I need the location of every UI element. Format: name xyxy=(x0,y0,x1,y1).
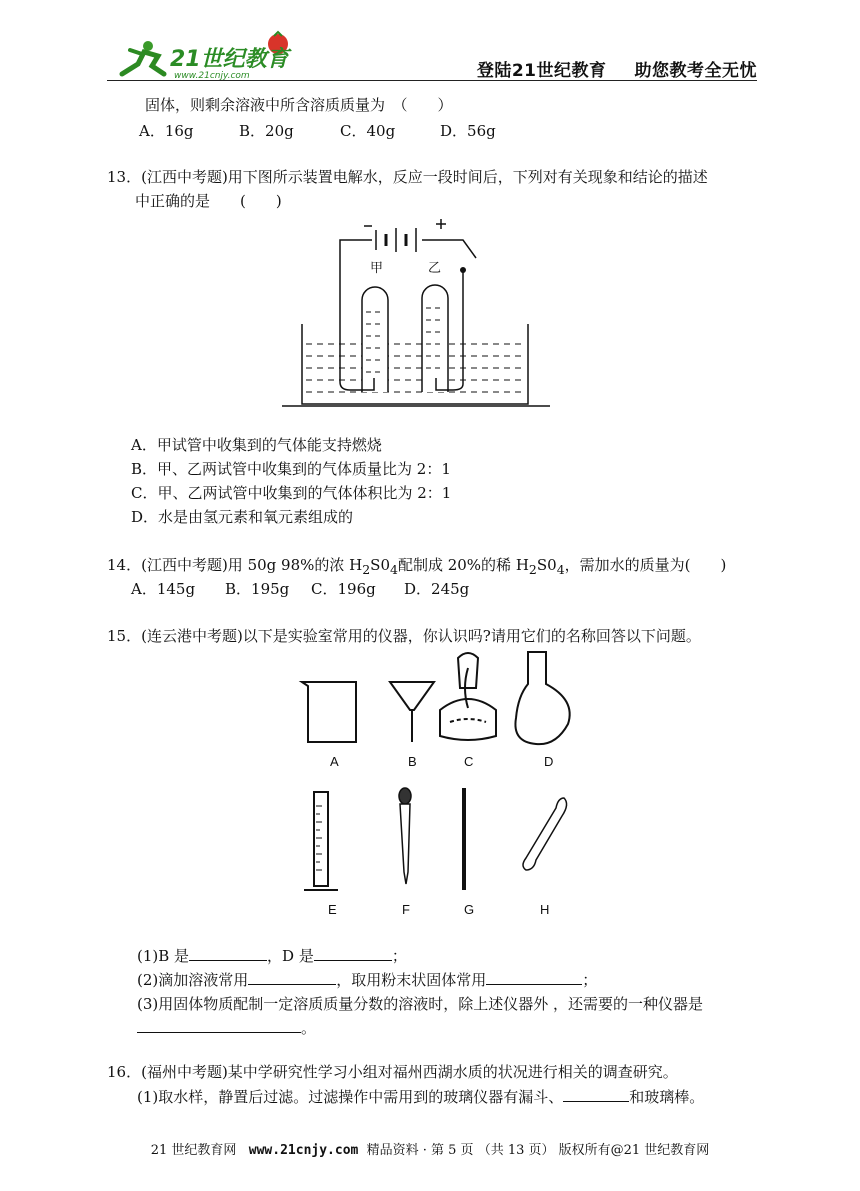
test-tube-jia xyxy=(362,287,388,392)
q12-options xyxy=(139,120,496,141)
q15-blank-dropping[interactable] xyxy=(248,970,336,985)
q14-option-c: C．196g xyxy=(311,580,376,598)
q15-sub1-text-a: (1)B 是 xyxy=(137,947,190,965)
instrument-label-d: D xyxy=(544,754,554,769)
q12-line: 固体，则剩余溶液中所含溶质质量为 （ ） xyxy=(145,96,453,114)
q14-text-c: 配制成 20%的稀 H xyxy=(397,556,529,574)
q15-sub2 xyxy=(137,969,597,990)
q14-sub-c: 2 xyxy=(528,562,537,577)
header-slogan xyxy=(0,56,757,81)
header-divider xyxy=(107,80,757,81)
q15-blank-d[interactable] xyxy=(314,946,392,961)
q15-blank-extra-instrument[interactable] xyxy=(137,1018,301,1033)
q15-sub2-text-b: ，取用粉末状固体常用 xyxy=(336,971,487,989)
q15-sub2-text-c: ； xyxy=(582,971,598,989)
q13-option-b: B．甲、乙两试管中收集到的气体质量比为 2：1 xyxy=(131,460,451,478)
q13-option-a: A．甲试管中收集到的气体能支持燃烧 xyxy=(131,436,382,454)
q14-option-b: B．195g xyxy=(225,580,290,598)
q15-sub3-line1: (3)用固体物质配制一定溶质质量分数的溶液时，除上述仪器外 ，还需要的一种仪器是 xyxy=(137,995,704,1013)
instrument-label-h: H xyxy=(540,902,550,917)
instrument-label-b: B xyxy=(408,754,417,769)
q13-option-c: C．甲、乙两试管中收集到的气体体积比为 2：1 xyxy=(131,484,452,502)
instruments-figure xyxy=(290,648,590,923)
q15-sub3-line2 xyxy=(137,1017,316,1038)
instrument-label-e: E xyxy=(328,902,337,917)
q12-option-b: B．20g xyxy=(239,122,294,140)
dropper-icon xyxy=(399,788,411,884)
instrument-label-g: G xyxy=(464,902,475,917)
q14-sub-b: 4 xyxy=(390,562,398,577)
electrolysis-diagram xyxy=(280,212,560,412)
logo-text: 21世纪教育 xyxy=(170,47,289,72)
q12-option-d: D．56g xyxy=(440,122,496,140)
instrument-label-a: A xyxy=(330,754,339,769)
beaker-icon xyxy=(302,682,356,742)
footer-rest: 精品资料 · 第 5 页 （共 13 页） 版权所有@21 世纪教育网 xyxy=(366,1143,710,1158)
instrument-label-c: C xyxy=(464,754,474,769)
q16-sub1-text-b: 和玻璃棒。 xyxy=(629,1088,705,1106)
q16-sub1-text-a: (1)取水样，静置后过滤。过滤操作中需用到的玻璃仪器有漏斗、 xyxy=(137,1088,564,1106)
q12-option-a: A．16g xyxy=(139,122,194,140)
instrument-label-f: F xyxy=(402,902,410,917)
label-jia: 甲 xyxy=(370,261,384,276)
q15-sub1-text-b: ，D 是 xyxy=(267,947,314,965)
q14-option-a: A．145g xyxy=(131,580,196,598)
q15-blank-b[interactable] xyxy=(189,946,267,961)
q13-stem-line2: 中正确的是 ( ) xyxy=(135,192,282,210)
q13-option-d: D．水是由氢元素和氧元素组成的 xyxy=(131,508,354,526)
slogan-login: 登陆21世纪教育 xyxy=(476,61,607,81)
q13-stem-line1: 13．(江西中考题)用下图所示装置电解水，反应一段时间后，下列对有关现象和结论的描述 xyxy=(107,168,708,186)
battery-icon xyxy=(376,228,416,252)
q15-sub1 xyxy=(137,945,407,966)
flask-icon xyxy=(515,652,569,744)
slogan-promise: 助您教考全无忧 xyxy=(634,61,757,81)
q14-options xyxy=(131,578,469,599)
q15-blank-powder[interactable] xyxy=(486,970,582,985)
q16-blank-glassware[interactable] xyxy=(563,1087,629,1102)
q15-stem: 15．(连云港中考题)以下是实验室常用的仪器，你认识吗?请用它们的名称回答以下问题。 xyxy=(107,627,701,645)
glass-rod-icon xyxy=(462,788,466,890)
q15-sub1-text-c: ； xyxy=(391,947,407,965)
medicine-spoon-icon xyxy=(523,798,567,870)
q14-text-a: (江西中考题)用 50g 98%的浓 H xyxy=(141,556,363,574)
q15-sub2-text-a: (2)滴加溶液常用 xyxy=(137,971,249,989)
footer-site: 21 世纪教育网 xyxy=(150,1143,237,1158)
label-yi: 乙 xyxy=(428,261,442,276)
q14-text-b: S0 xyxy=(370,556,390,574)
funnel-icon xyxy=(390,682,434,742)
page-footer xyxy=(0,1139,860,1158)
q14-text-d: S0 xyxy=(536,556,557,574)
q14-option-d: D．245g xyxy=(404,580,470,598)
graduated-cylinder-icon xyxy=(304,792,338,890)
alcohol-lamp-icon xyxy=(440,653,496,740)
q14-sub-a: 2 xyxy=(362,562,371,577)
footer-url[interactable]: www.21cnjy.com xyxy=(248,1143,359,1158)
q14-number: 14． xyxy=(107,556,142,574)
q14-stem xyxy=(107,554,726,577)
q15-sub3-text-b: 。 xyxy=(301,1019,317,1037)
test-tube-yi xyxy=(422,285,448,392)
q14-text-e: ，需加水的质量为( ) xyxy=(564,556,727,574)
q16-stem: 16．(福州中考题)某中学研究性学习小组对福州西湖水质的状况进行相关的调查研究。 xyxy=(107,1063,678,1081)
q12-option-c: C．40g xyxy=(340,122,396,140)
q16-sub1 xyxy=(137,1086,704,1107)
q14-sub-d: 4 xyxy=(556,562,565,577)
logo-url: www.21cnjy.com xyxy=(174,71,250,81)
